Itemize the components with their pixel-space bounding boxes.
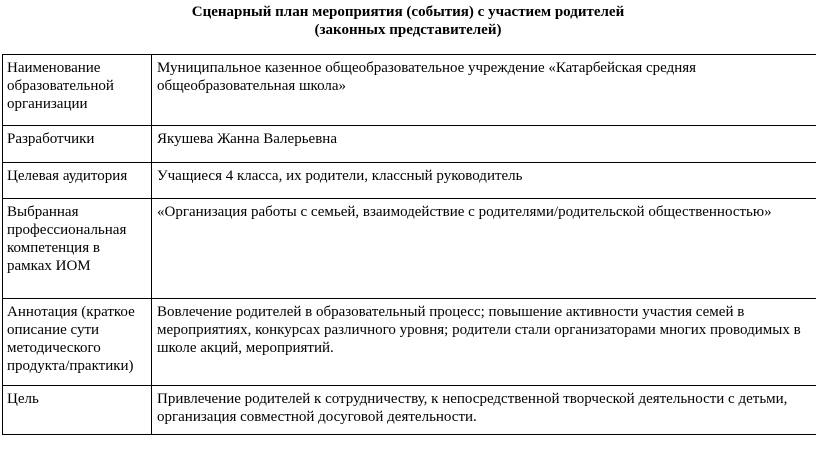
label-line: Наименование	[7, 60, 101, 76]
row-label-developers	[3, 126, 152, 163]
row-value-target-audience	[152, 163, 816, 199]
value-line: общеобразовательная школа»	[157, 78, 347, 94]
table-row	[3, 163, 816, 199]
label-line: рамках ИОМ	[7, 258, 91, 274]
row-label-competence	[3, 199, 152, 299]
label-line: Выбранная	[7, 204, 79, 220]
value-line: Муниципальное казенное общеобразовательное учреждение «Катарбейская средняя	[157, 60, 697, 76]
document-title	[0, 3, 816, 39]
label-line: профессиональная	[7, 222, 127, 238]
scenario-table-container	[2, 54, 816, 435]
label-line: организации	[7, 96, 88, 112]
value-line: школе акций, мероприятий.	[157, 340, 334, 356]
scenario-plan-table	[2, 54, 816, 435]
label-line: образовательной	[7, 78, 114, 94]
label-line: Цель	[7, 391, 39, 407]
value-line: Вовлечение родителей в образовательный процесс; повышение активности участия семей в	[157, 304, 745, 320]
value-line: организация совместной досуговой деятельности.	[157, 409, 477, 425]
value-line: Якушева Жанна Валерьевна	[157, 131, 337, 147]
label-line: методического	[7, 340, 101, 356]
table-row	[3, 386, 816, 435]
label-line: Разработчики	[7, 131, 95, 147]
row-value-developers	[152, 126, 816, 163]
label-line: Целевая аудитория	[7, 168, 128, 184]
value-line: Учащиеся 4 класса, их родители, классный руководитель	[157, 168, 523, 184]
row-value-competence	[152, 199, 816, 299]
row-label-target-audience	[3, 163, 152, 199]
label-line: описание сути	[7, 322, 100, 338]
label-line: Аннотация (краткое	[7, 304, 135, 320]
title-line-1: Сценарный план мероприятия (события) с участием родителей	[191, 4, 625, 20]
row-value-organization	[152, 55, 816, 126]
label-line: продукта/практики)	[7, 358, 134, 374]
table-row	[3, 55, 816, 126]
row-label-organization	[3, 55, 152, 126]
value-line: мероприятиях, конкурсах различного уровня; родители стали организаторами многих проводимых в	[157, 322, 801, 338]
value-line: Привлечение родителей к сотрудничеству, к непосредственной творческой деятельности с детьми,	[157, 391, 788, 407]
table-row	[3, 199, 816, 299]
table-row	[3, 126, 816, 163]
row-value-annotation	[152, 299, 816, 386]
label-line: компетенция в	[7, 240, 100, 256]
row-label-annotation	[3, 299, 152, 386]
table-row	[3, 299, 816, 386]
title-line-2: (законных представителей)	[314, 22, 502, 38]
row-label-goal	[3, 386, 152, 435]
value-line: «Организация работы с семьей, взаимодействие с родителями/родительской общественностью»	[157, 204, 772, 220]
row-value-goal	[152, 386, 816, 435]
